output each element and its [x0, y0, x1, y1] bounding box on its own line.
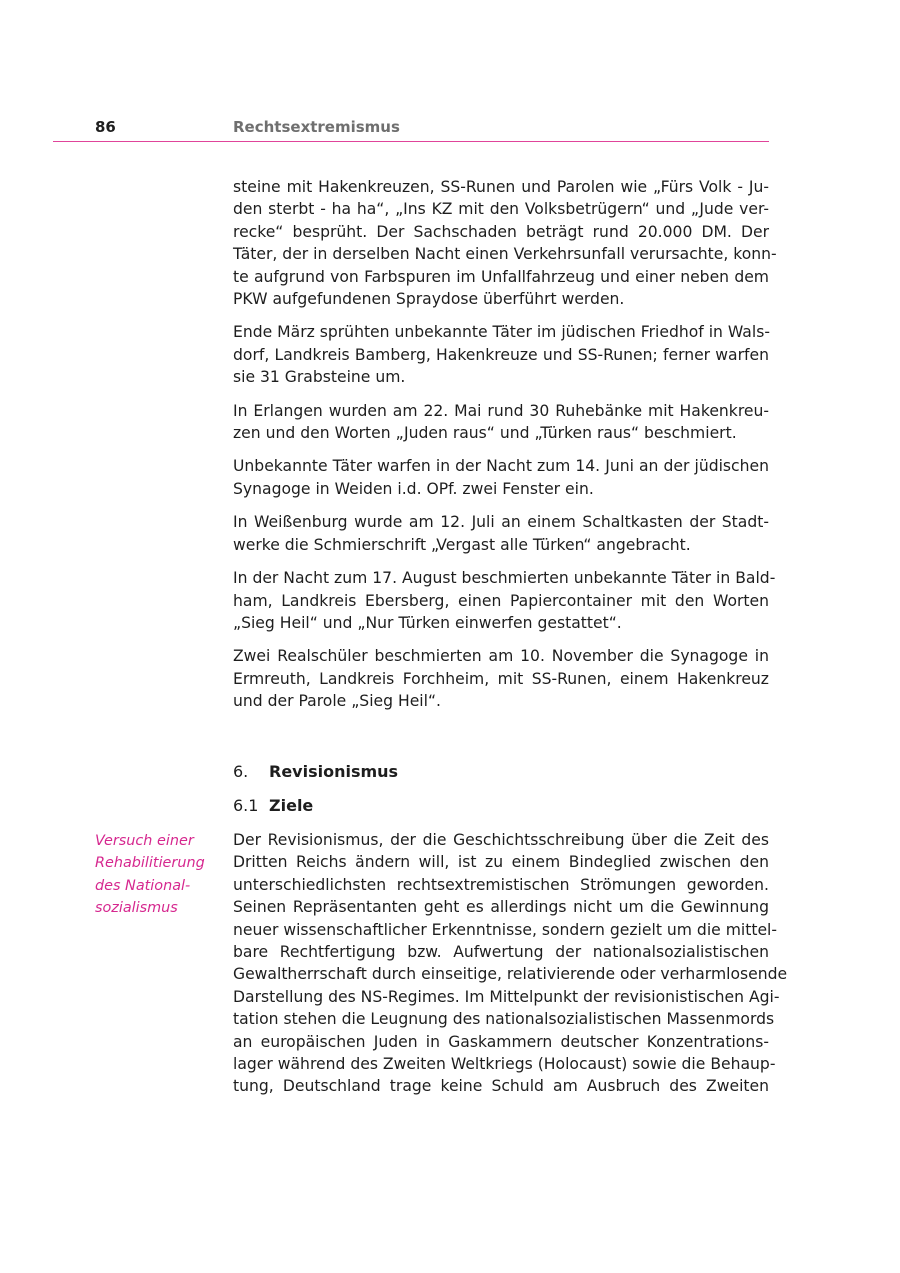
text-line: In der Nacht zum 17. August beschmierten unbekannte Täter in Bald- [233, 569, 776, 588]
paragraph [233, 400, 769, 445]
text-line: Täter, der in derselben Nacht einen Verkehrsunfall verursachte, konn- [233, 245, 777, 264]
text-line: Darstellung des NS-Regimes. Im Mittelpunkt der revisionistischen Agi- [233, 987, 780, 1006]
text-line: ham, Landkreis Ebersberg, einen Papiercontainer mit den Worten [233, 591, 769, 610]
margin-note [95, 830, 225, 920]
paragraph [233, 455, 769, 500]
body-text-before [233, 176, 777, 724]
section-number: 6. [233, 762, 249, 781]
text-line: neuer wissenschaftlicher Erkenntnisse, sondern gezielt um die mittel- [233, 920, 778, 939]
subsection-number: 6.1 [233, 796, 259, 815]
text-line: „Sieg Heil“ und „Nur Türken einwerfen gestattet“. [233, 613, 622, 632]
paragraph [233, 511, 769, 556]
text-line: tung, Deutschland trage keine Schuld am Ausbruch des Zweiten [233, 1077, 769, 1096]
text-line: werke die Schmierschrift „Vergast alle Türken“ angebracht. [233, 535, 691, 554]
running-head: Rechtsextremismus [233, 118, 400, 136]
text-line: recke“ besprüht. Der Sachschaden beträgt rund 20.000 DM. Der [233, 222, 769, 241]
text-line: Zwei Realschüler beschmierten am 10. November die Synagoge in [233, 647, 769, 666]
text-line: Dritten Reichs ändern will, ist zu einem Bindeglied zwischen den [233, 853, 769, 872]
header-rule [53, 141, 769, 142]
section-heading [233, 761, 398, 783]
paragraph [233, 567, 776, 634]
body-text-after [233, 829, 788, 1109]
text-line: und der Parole „Sieg Heil“. [233, 692, 442, 711]
subsection-title: Ziele [269, 796, 314, 815]
text-line: den sterbt - ha ha“, „Ins KZ mit den Volksbetrügern“ und „Jude ver- [233, 200, 769, 219]
text-line: In Weißenburg wurde am 12. Juli an einem Schaltkasten der Stadt- [233, 513, 769, 532]
text-line: bare Rechtfertigung bzw. Aufwertung der nationalsozialistischen [233, 943, 769, 962]
paragraph [233, 176, 777, 310]
text-line: unterschiedlichsten rechtsextremistischen Strömungen geworden. [233, 875, 769, 894]
text-line: an europäischen Juden in Gaskammern deutscher Konzentrations- [233, 1032, 769, 1051]
margin-note-line: des National- [95, 877, 191, 894]
text-line: PKW aufgefundenen Spraydose überführt werden. [233, 290, 625, 309]
text-line: sie 31 Grabsteine um. [233, 368, 406, 387]
text-line: Gewaltherrschaft durch einseitige, relativierende oder verharmlosende [233, 965, 788, 984]
text-line: tation stehen die Leugnung des nationalsozialistischen Massenmords [233, 1010, 775, 1029]
text-line: zen und den Worten „Juden raus“ und „Türken raus“ beschmiert. [233, 424, 737, 443]
text-line: lager während des Zweiten Weltkriegs (Holocaust) sowie die Behaup- [233, 1055, 776, 1074]
text-line: Synagoge in Weiden i.d. OPf. zwei Fenster ein. [233, 479, 594, 498]
page-number: 86 [95, 118, 116, 136]
paragraph [233, 321, 769, 388]
text-line: Ende März sprühten unbekannte Täter im jüdischen Friedhof in Wals- [233, 323, 770, 342]
subsection-heading [233, 795, 313, 817]
paragraph [233, 829, 788, 1098]
margin-note-line: sozialismus [95, 900, 178, 917]
text-line: In Erlangen wurden am 22. Mai rund 30 Ruhebänke mit Hakenkreu- [233, 401, 769, 420]
text-line: Der Revisionismus, der die Geschichtsschreibung über die Zeit des [233, 831, 769, 849]
text-line: te aufgrund von Farbspuren im Unfallfahrzeug und einer neben dem [233, 267, 769, 286]
paragraph [233, 645, 769, 712]
text-line: steine mit Hakenkreuzen, SS-Runen und Parolen wie „Fürs Volk - Ju- [233, 178, 769, 196]
margin-note-line: Rehabilitierung [95, 855, 205, 872]
text-line: Unbekannte Täter warfen in der Nacht zum 14. Juni an der jüdischen [233, 457, 769, 476]
margin-note-line: Versuch einer [95, 833, 194, 849]
text-line: Seinen Repräsentanten geht es allerdings nicht um die Gewinnung [233, 898, 769, 917]
text-line: Ermreuth, Landkreis Forchheim, mit SS-Runen, einem Hakenkreuz [233, 669, 769, 688]
section-title: Revisionismus [269, 762, 399, 781]
text-line: dorf, Landkreis Bamberg, Hakenkreuze und SS-Runen; ferner warfen [233, 345, 769, 364]
